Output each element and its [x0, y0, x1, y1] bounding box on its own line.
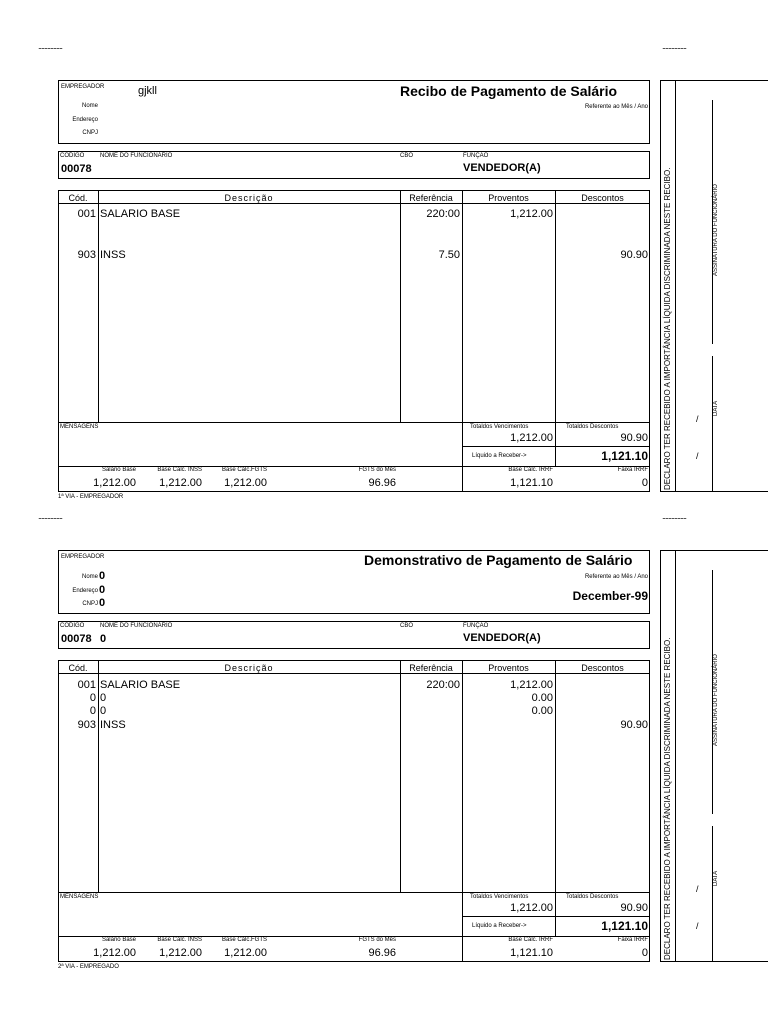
- total-earnings-value: 1,212.00: [510, 902, 553, 914]
- row-deductions: 90.90: [620, 719, 648, 731]
- date-slash: /: [696, 414, 699, 424]
- function-value: VENDEDOR(A): [463, 162, 541, 174]
- column-header-deductions: Descontos: [581, 193, 624, 203]
- cnpj-label: CNPJ: [82, 130, 98, 136]
- total-deductions-value: 90.90: [620, 902, 648, 914]
- base-fgts-label: Base Cálc.FGTS: [221, 467, 267, 473]
- net-pay-value: 1,121.10: [601, 449, 648, 463]
- cut-mark: ................: [662, 511, 687, 521]
- base-salary-value: 1,212.00: [93, 477, 136, 489]
- net-pay-value: 1,121.10: [601, 919, 648, 933]
- date-label: DATA: [713, 870, 719, 886]
- total-earnings-value: 1,212.00: [510, 432, 553, 444]
- messages-divider: [58, 422, 650, 423]
- base-irrf-label: Base Cálc. IRRF: [508, 467, 553, 473]
- reference-period-label: Referente ao Mês / Ano: [584, 574, 648, 580]
- signature-label: ASSINATURA DO FUNCIONÁRIO: [713, 184, 719, 276]
- table-header-divider: [58, 203, 650, 204]
- column-header-earnings: Proventos: [488, 193, 529, 203]
- base-fgts-label: Base Cálc.FGTS: [221, 937, 267, 943]
- row-deductions: 90.90: [620, 249, 648, 261]
- column-header-reference: Referência: [409, 193, 453, 203]
- col-divider: [98, 190, 99, 422]
- base-salary-value: 1,212.00: [93, 947, 136, 959]
- base-inss-value: 1,212.00: [159, 947, 202, 959]
- row-code: 0: [89, 692, 96, 704]
- code-label: CÓDIGO: [60, 623, 85, 629]
- stub-divider: [675, 550, 676, 962]
- column-header-code: Cód.: [68, 663, 88, 673]
- fgts-month-label: FGTS do Mês: [358, 467, 396, 473]
- col-divider: [555, 190, 556, 466]
- declaration-text: DECLARO TER RECEBIDO A IMPORTÂNCIA LÍQUIDA DISCRIMINADA NESTE RECIBO.: [663, 637, 672, 960]
- date-slash: /: [696, 884, 699, 894]
- column-header-earnings: Proventos: [488, 663, 529, 673]
- receipt-stub: [660, 80, 768, 492]
- net-pay-label: Líquido a Receber->: [472, 453, 527, 459]
- date-slash: /: [696, 451, 699, 461]
- signature-label: ASSINATURA DO FUNCIONÁRIO: [713, 654, 719, 746]
- copy-label: 1ª VIA - EMPREGADOR: [58, 494, 124, 500]
- date-line: [712, 826, 713, 962]
- cut-mark: ................: [662, 41, 687, 51]
- column-header-deductions: Descontos: [581, 663, 624, 673]
- fgts-month-value: 96.96: [368, 947, 396, 959]
- employer-label: EMPREGADOR: [61, 554, 105, 560]
- cut-mark: ................: [38, 41, 63, 51]
- row-earnings: 1,212.00: [510, 208, 553, 220]
- row-code: 0: [89, 705, 96, 717]
- document-title: Demonstrativo de Pagamento de Salário: [364, 552, 633, 568]
- cnpj-label: CNPJ: [82, 601, 98, 607]
- total-deductions-label: Totaldos Descontos: [566, 424, 619, 430]
- col-divider: [400, 190, 401, 422]
- row-description: SALARIO BASE: [100, 679, 181, 691]
- net-divider: [462, 446, 650, 447]
- base-inss-label: Base Cálc. INSS: [157, 467, 202, 473]
- irrf-bracket-value: 0: [641, 477, 648, 489]
- address-label: Endereço: [72, 588, 98, 594]
- messages-label: MENSAGENS: [60, 424, 99, 430]
- cbo-label: CBO: [400, 153, 414, 159]
- base-fgts-value: 1,212.00: [224, 947, 267, 959]
- base-irrf-value: 1,121.10: [510, 947, 553, 959]
- document-title: Recibo de Pagamento de Salário: [400, 83, 618, 99]
- reference-period-value: December-99: [572, 589, 648, 603]
- col-divider: [400, 660, 401, 892]
- irrf-bracket-label: Faixa IRRF: [617, 467, 648, 473]
- messages-divider: [58, 892, 650, 893]
- base-inss-value: 1,212.00: [159, 477, 202, 489]
- column-header-description: Descrição: [224, 663, 274, 673]
- row-earnings: 0.00: [531, 692, 553, 704]
- code-label: CÓDIGO: [60, 153, 85, 159]
- function-value: VENDEDOR(A): [463, 632, 541, 644]
- cbo-label: CBO: [400, 623, 414, 629]
- date-label: DATA: [713, 400, 719, 416]
- column-header-description: Descrição: [224, 193, 274, 203]
- irrf-bracket-value: 0: [641, 947, 648, 959]
- employee-name-label: NOME DO FUNCIONÁRIO: [100, 153, 173, 159]
- total-earnings-label: Totaldos Vencimentos: [470, 424, 529, 430]
- total-deductions-value: 90.90: [620, 432, 648, 444]
- employer-value: gjkll: [138, 85, 157, 97]
- declaration-text: DECLARO TER RECEBIDO A IMPORTÂNCIA LÍQUIDA DISCRIMINADA NESTE RECIBO.: [663, 167, 672, 490]
- function-label: FUNÇÃO: [463, 153, 489, 159]
- base-irrf-label: Base Cálc. IRRF: [508, 937, 553, 943]
- row-description: SALARIO BASE: [100, 208, 181, 220]
- net-pay-label: Líquido a Receber->: [472, 923, 527, 929]
- row-description: INSS: [100, 249, 126, 261]
- row-reference: 220:00: [426, 679, 460, 691]
- name-value: 0: [99, 570, 106, 582]
- base-salary-label: Salário Base: [101, 467, 136, 473]
- row-code: 001: [77, 208, 96, 220]
- col-divider: [98, 660, 99, 892]
- net-divider: [462, 916, 650, 917]
- employee-name: 0: [100, 633, 107, 645]
- date-slash: /: [696, 921, 699, 931]
- function-label: FUNÇÃO: [463, 623, 489, 629]
- row-code: 903: [77, 719, 96, 731]
- copy-label: 2ª VIA - EMPREGADO: [58, 964, 119, 970]
- cut-mark: ................: [38, 511, 63, 521]
- irrf-bracket-label: Faixa IRRF: [617, 937, 648, 943]
- row-reference: 220:00: [426, 208, 460, 220]
- base-salary-label: Salário Base: [101, 937, 136, 943]
- employee-code: 00078: [61, 163, 92, 175]
- cnpj-value: 0: [99, 597, 106, 609]
- total-earnings-label: Totaldos Vencimentos: [470, 894, 529, 900]
- name-label: Nome: [81, 103, 98, 109]
- row-description: 0: [100, 692, 107, 704]
- employee-name-label: NOME DO FUNCIONÁRIO: [100, 623, 173, 629]
- base-inss-label: Base Cálc. INSS: [157, 937, 202, 943]
- stub-divider: [675, 80, 676, 492]
- column-header-code: Cód.: [68, 193, 88, 203]
- table-header-divider: [58, 673, 650, 674]
- row-reference: 7.50: [438, 249, 460, 261]
- fgts-month-value: 96.96: [368, 477, 396, 489]
- address-label: Endereço: [72, 117, 98, 123]
- row-description: INSS: [100, 719, 126, 731]
- messages-label: MENSAGENS: [60, 894, 99, 900]
- employer-label: EMPREGADOR: [61, 84, 105, 90]
- column-header-reference: Referência: [409, 663, 453, 673]
- base-irrf-value: 1,121.10: [510, 477, 553, 489]
- row-code: 903: [77, 249, 96, 261]
- col-divider: [555, 660, 556, 936]
- total-deductions-label: Totaldos Descontos: [566, 894, 619, 900]
- row-earnings: 1,212.00: [510, 679, 553, 691]
- base-fgts-value: 1,212.00: [224, 477, 267, 489]
- name-label: Nome: [81, 574, 98, 580]
- row-description: 0: [100, 705, 107, 717]
- receipt-stub: [660, 550, 768, 962]
- employee-code: 00078: [61, 633, 92, 645]
- row-code: 001: [77, 679, 96, 691]
- reference-period-label: Referente ao Mês / Ano: [584, 104, 648, 110]
- address-value: 0: [99, 584, 106, 596]
- fgts-month-label: FGTS do Mês: [358, 937, 396, 943]
- row-earnings: 0.00: [531, 705, 553, 717]
- payslip-copy-2: [0, 470, 768, 1024]
